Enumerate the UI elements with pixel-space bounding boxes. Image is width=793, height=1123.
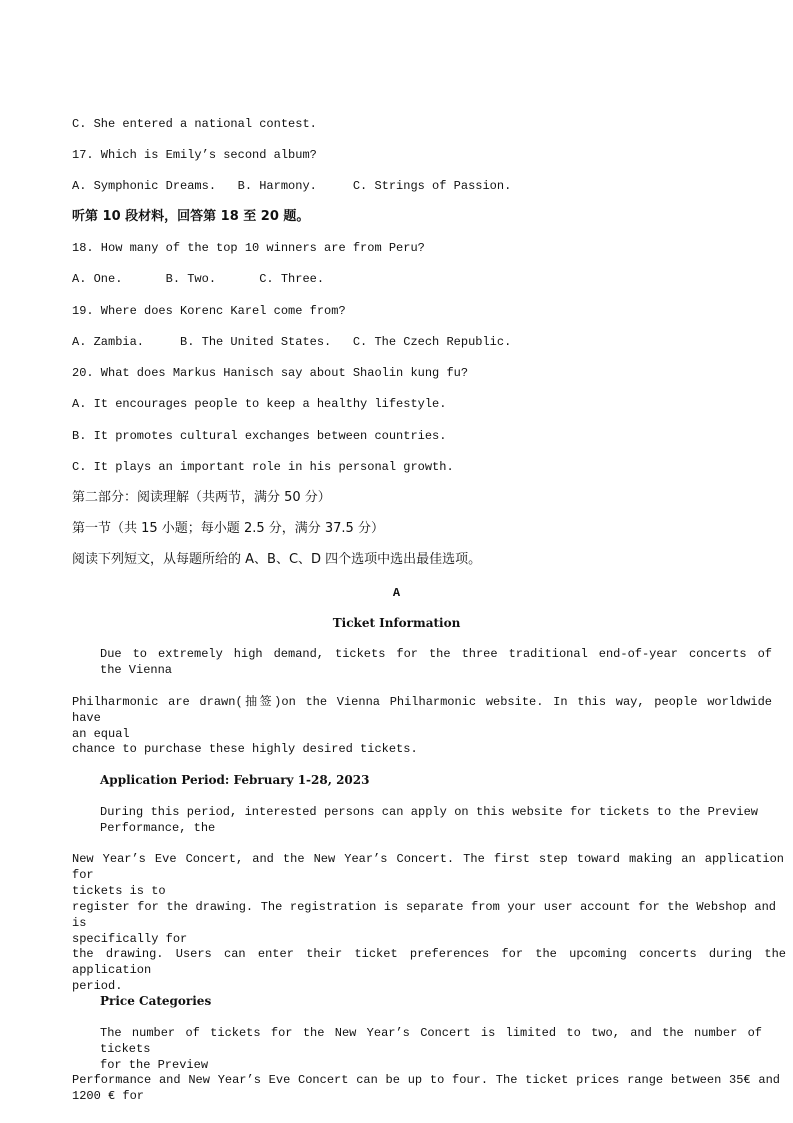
section10-instruction: 听第 10 段材料，回答第 18 至 20 题。 [72,209,310,224]
p3-line2: for the Preview [100,1058,209,1072]
subheading-application-period: Application Period: February 1-28, 2023 [100,773,370,787]
p1-line2: the Vienna [100,663,173,677]
p2-line5: register for the drawing. The registration is separate from your user account for the Webshop and is [72,900,776,930]
q18-question: 18. How many of the top 10 winners are from Peru? [72,241,425,255]
p2-line6: specifically for [72,932,188,946]
p2-line3: New Year’s Eve Concert, and the New Year’s Concert. The first step toward making an application for [72,852,784,882]
p1-line5: chance to purchase these highly desired tickets. [72,742,418,756]
p1-line1: Due to extremely high demand, tickets for the three traditional end-of-year concerts of [100,647,772,661]
p2-line2: Performance, the [100,821,216,835]
p2-line1: During this period, interested persons can apply on this website for tickets to the Preview [100,805,758,819]
paragraph-3-cont-a [72,1072,780,1104]
p2-line4: tickets is to [72,884,166,898]
paragraph-1-indent [100,646,772,678]
p3-line1: The number of tickets for the New Year’s Concert is limited to two, and the number of tickets [100,1026,762,1056]
q19-question: 19. Where does Korenc Karel come from? [72,304,346,318]
q19-options: A. Zambia. B. The United States. C. The Czech Republic. [72,335,512,349]
paragraph-2-cont-b [72,899,776,947]
q20-question: 20. What does Markus Hanisch say about Shaolin kung fu? [72,366,469,380]
paragraph-2-indent [100,804,758,836]
p3-line3: Performance and New Year’s Eve Concert can be up to four. The ticket prices range between 35€ and [72,1073,780,1087]
q20-option-c: C. It plays an important role in his personal growth. [72,460,454,474]
paragraph-1-cont-a [72,694,772,742]
q17-question: 17. Which is Emily’s second album? [72,148,317,162]
q20-option-a: A. It encourages people to keep a healthy lifestyle. [72,397,447,411]
p3-line4: 1200 € for [72,1089,145,1103]
paragraph-3-indent [100,1025,762,1073]
part2-heading: 第二部分：阅读理解（共两节，满分 50 分） [72,490,331,505]
q18-options: A. One. B. Two. C. Three. [72,272,325,286]
passage-title: Ticket Information [332,616,461,630]
p2-line7: the drawing. Users can enter their ticket preferences for the upcoming concerts during the application [72,947,786,977]
paragraph-2-cont-c [72,946,786,994]
subheading-price-categories: Price Categories [100,994,212,1008]
q17-options: A. Symphonic Dreams. B. Harmony. C. Strings of Passion. [72,179,512,193]
p2-line8: period. [72,979,123,993]
q16-option-c: C. She entered a national contest. [72,117,317,131]
passage-letter: A [392,586,401,600]
part2-instruction: 阅读下列短文，从每题所给的 A、B、C、D 四个选项中选出最佳选项。 [72,552,482,567]
q20-option-b: B. It promotes cultural exchanges between countries. [72,429,447,443]
p1-line4: an equal [72,727,130,741]
part2-section1: 第一节（共 15 小题；每小题 2.5 分，满分 37.5 分） [72,521,384,536]
p1-line3: Philharmonic are drawn(抽签)on the Vienna Philharmonic website. In this way, people worldwide have [72,695,772,725]
paragraph-2-cont-a [72,851,784,899]
